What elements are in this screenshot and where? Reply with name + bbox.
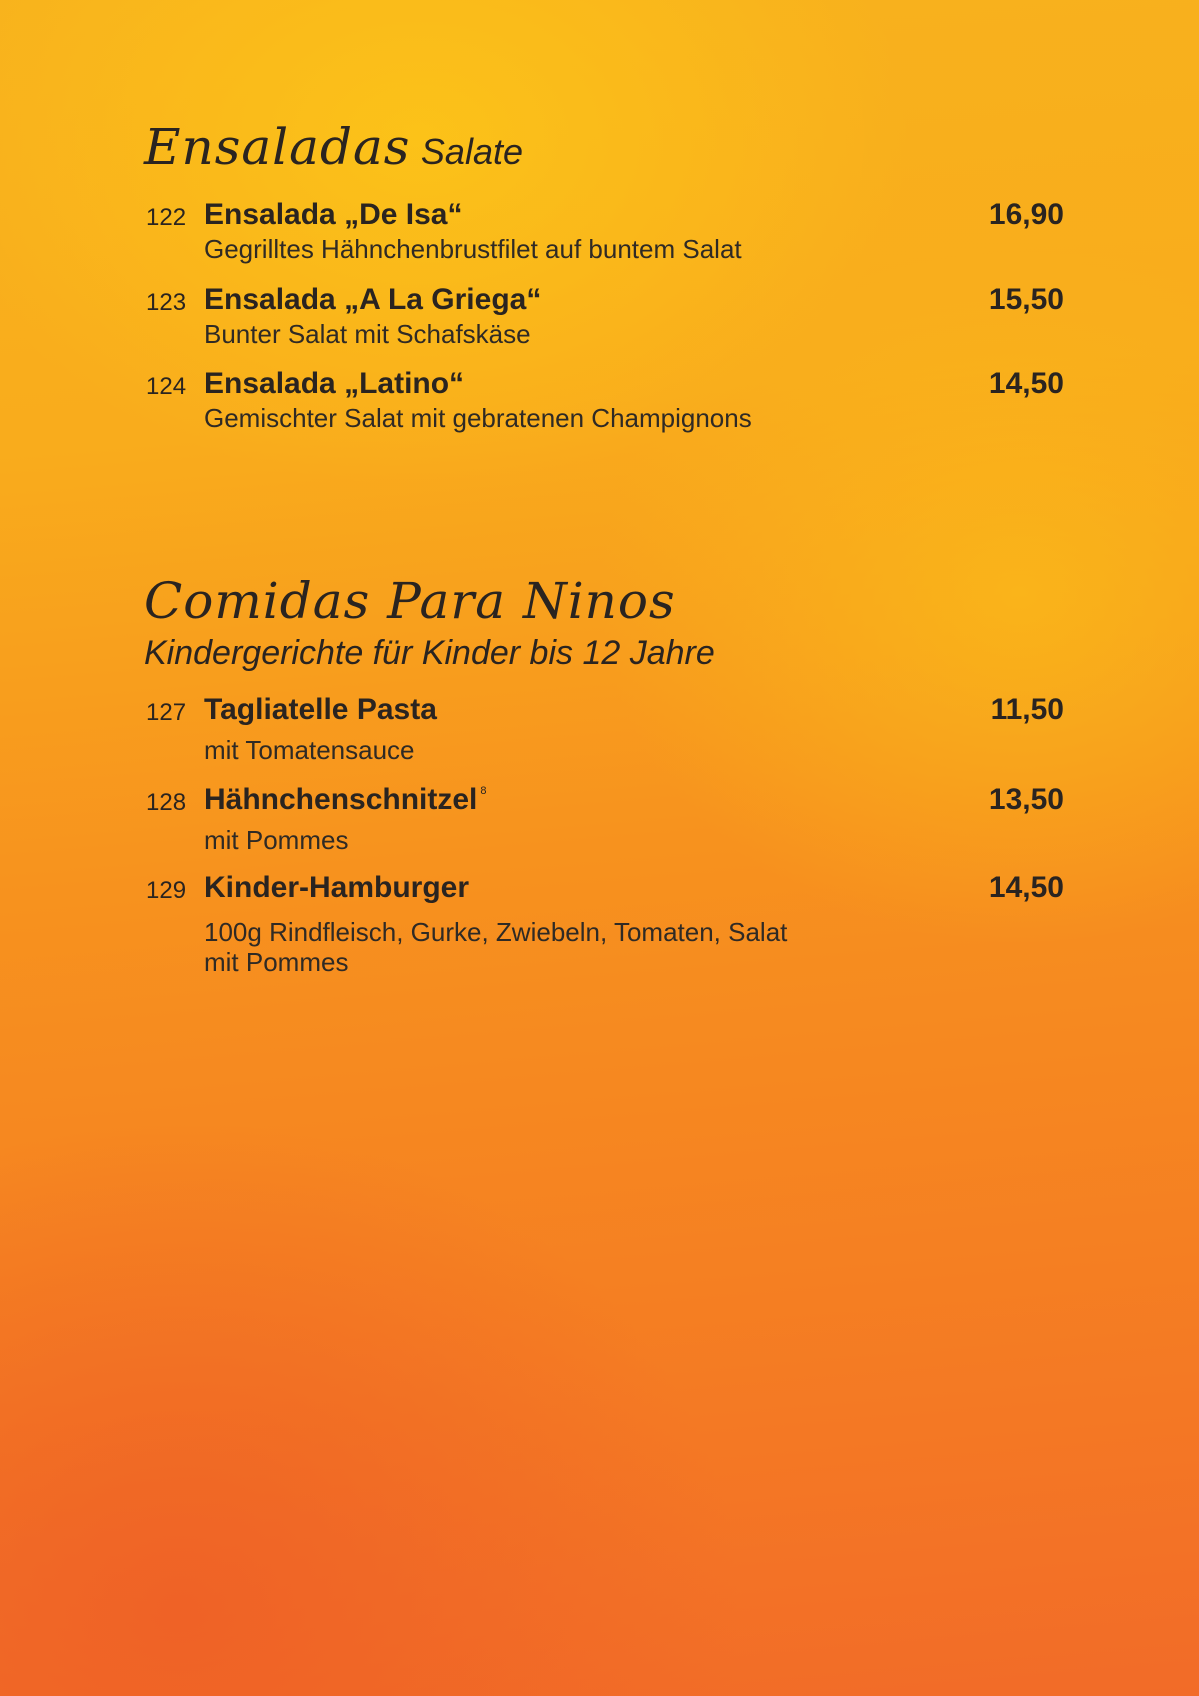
item-price: 16,90 <box>988 198 1064 231</box>
item-description: Gegrilltes Hähnchenbrustfilet auf buntem Salat <box>204 234 742 264</box>
item-name: Tagliatelle Pasta <box>204 693 437 726</box>
item-name: Kinder-Hamburger <box>204 871 470 904</box>
item-number: 127 <box>146 699 187 726</box>
menu-item <box>144 693 1064 765</box>
item-price: 13,50 <box>988 783 1064 816</box>
item-price: 14,50 <box>988 367 1064 400</box>
item-price: 15,50 <box>988 283 1064 316</box>
section-subtitle-kids <box>144 634 715 673</box>
kids-title-sub: Kindergerichte für Kinder bis 12 Jahre <box>144 634 715 672</box>
salads-title-sub: Salate <box>420 131 523 172</box>
item-number: 124 <box>146 373 187 400</box>
item-price: 14,50 <box>988 871 1064 904</box>
section-title-salads <box>144 118 523 176</box>
menu-item <box>144 871 1064 977</box>
item-name: Ensalada „A La Griega“ <box>204 283 542 316</box>
menu-item <box>144 783 1064 855</box>
item-number: 122 <box>146 204 187 231</box>
item-name-text: Hähnchenschnitzel <box>204 783 478 816</box>
item-description: Bunter Salat mit Schafskäse <box>204 319 531 349</box>
item-name: Ensalada „De Isa“ <box>204 198 463 231</box>
menu-item <box>144 283 1064 349</box>
section-title-kids <box>144 572 676 630</box>
item-description-line2: mit Pommes <box>204 947 349 977</box>
item-description: mit Pommes <box>204 825 349 855</box>
item-number: 129 <box>146 877 187 904</box>
item-number: 128 <box>146 789 187 816</box>
kids-title-script: Comidas Para Ninos <box>144 572 676 630</box>
menu-item <box>144 198 1064 264</box>
item-name: Ensalada „Latino“ <box>204 367 465 400</box>
item-price: 11,50 <box>990 693 1064 726</box>
item-number: 123 <box>146 289 187 316</box>
item-description: 100g Rindfleisch, Gurke, Zwiebeln, Tomaten, Salat <box>204 917 788 947</box>
item-description: Gemischter Salat mit gebratenen Champignons <box>204 403 752 433</box>
item-name <box>204 783 487 817</box>
menu-item <box>144 367 1064 433</box>
item-description: mit Tomatensauce <box>204 735 415 765</box>
item-footnote: 8 <box>480 785 487 797</box>
salads-title-script: Ensaladas <box>144 118 411 176</box>
